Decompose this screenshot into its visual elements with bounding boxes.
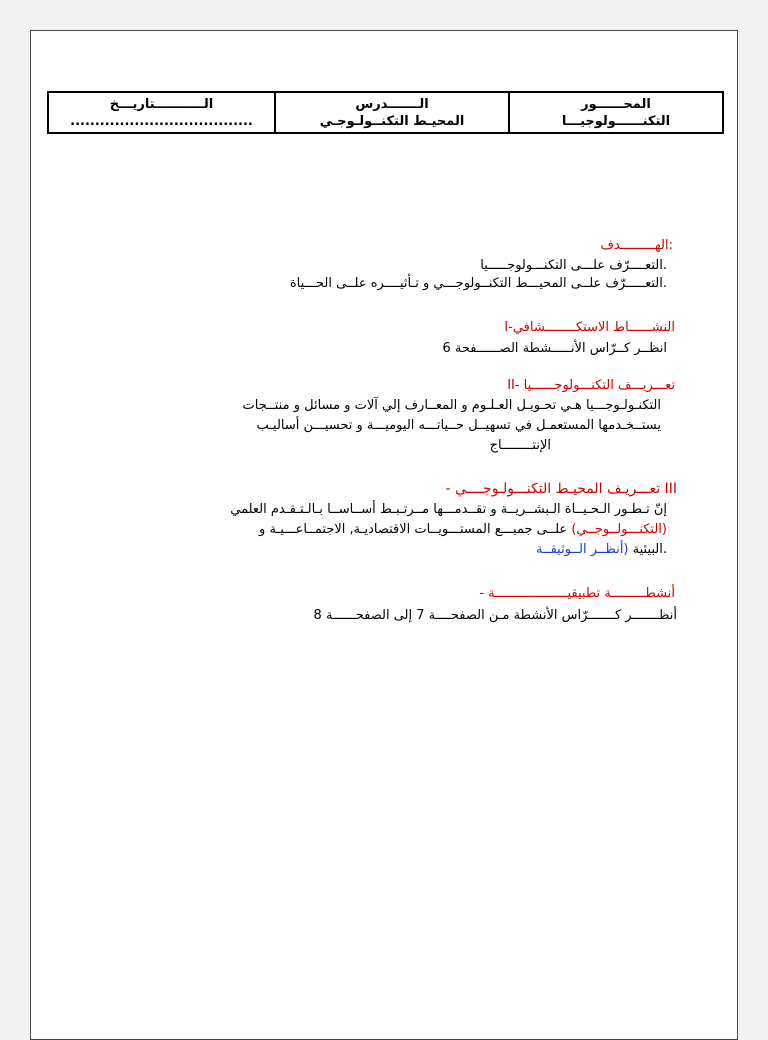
section3-numeral: III bbox=[664, 481, 677, 497]
date-label: الـــــــــــتاريـــخ bbox=[109, 96, 214, 112]
date-cell bbox=[48, 92, 275, 133]
date-value: ..................................... bbox=[70, 113, 253, 129]
section3-line-2-text: علــى جميـــع المستـــويــات الاقتصاديـة, الاجتمــاعـــيـة و bbox=[259, 522, 572, 537]
document-reference-link: (أنظــر الــوثيقــة bbox=[536, 542, 629, 557]
goal-item-1: .التعــــرّف علـــى التكنـــولوجـــــيا bbox=[480, 258, 667, 273]
goal-title: :الهـــــــــدف bbox=[600, 238, 673, 253]
section1-text: انظــر كــرّاس الأنـــــشطة الصــــــفحة 6 bbox=[442, 341, 667, 356]
section3-line-1: إنّ تـطـور الـحـيــاة الـبشــريــة و تقــدمـــها مــرتـبـط أســاســا بـالـتـقـدم العلمي bbox=[230, 502, 667, 517]
section3-highlight: (التكنـــولــوجــي) bbox=[571, 522, 667, 537]
goal-item-2: .التعـــــرّف علــى المحيـــط التكنــولوجـــي و تـأثيــــره علــى الحـــياة bbox=[289, 276, 667, 291]
section3-line-3 bbox=[536, 541, 667, 558]
lesson-cell bbox=[275, 92, 509, 133]
lesson-value: المحيـط التكنــولـوجـي bbox=[319, 113, 465, 129]
section2-line-1: التكنـولـوجـــيا هـي تحـويـل العـلـوم و المعــارف إلي آلات و مسائل و منتــجات bbox=[242, 398, 661, 413]
section2-line-2: يستــخـدمها المستعمـل في تسهيــل حــياتـــه اليوميـــة و تحسيـــن أساليـب bbox=[256, 418, 661, 433]
section4-title: أنشطـــــــــة تطبيقيـــــــــــــــــــة - bbox=[479, 586, 675, 601]
lesson-label: الـــــــدرس bbox=[355, 96, 429, 112]
section3-line-3-text: .البيئية bbox=[628, 542, 667, 557]
section2-line-3: الإنتــــــــاج bbox=[489, 438, 551, 453]
section2-title: تعـــريـــف التكنـــولوجــــــيا -II bbox=[507, 378, 675, 393]
section3-heading bbox=[445, 481, 677, 498]
section3-title: تعـــريـف المحيـط التكنـــولـوجــــي - bbox=[445, 481, 661, 497]
axis-label: المحــــــور bbox=[581, 96, 651, 112]
axis-cell bbox=[509, 92, 723, 133]
document-page bbox=[30, 30, 738, 1040]
section1-title: النشــــــاط الاستكــــــــشافي-I bbox=[504, 320, 675, 335]
section3-line-2 bbox=[259, 521, 667, 538]
axis-value: التكنــــــولوجيـــا bbox=[561, 113, 671, 129]
header-table bbox=[47, 91, 724, 134]
section4-text: أنظـــــــر كـــــــرّاس الأنشطة مـن الصفحــــة 7 إلى الصفحــــــة 8 bbox=[313, 608, 677, 623]
